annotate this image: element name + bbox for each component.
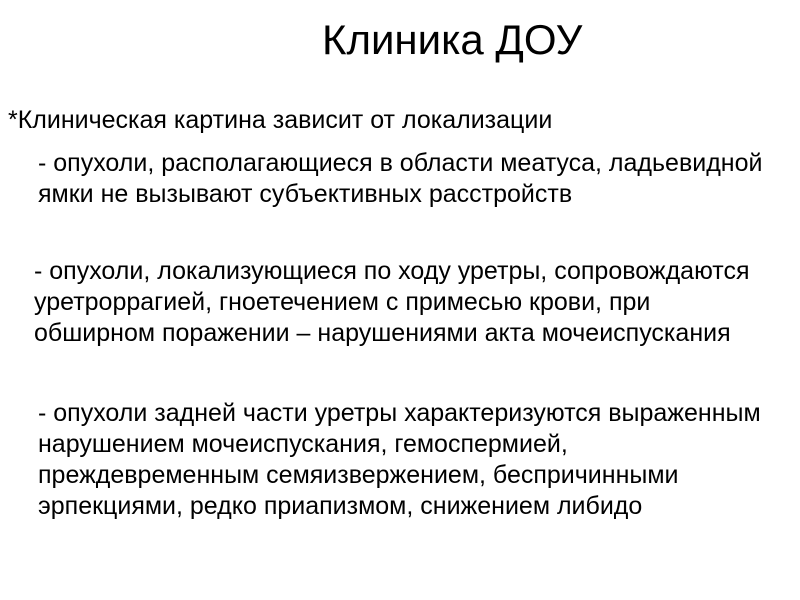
bullet-item-urethra: - опухоли, локализующиеся по ходу уретры, сопровождаются уретроррагией, гноетечением с примесью крови, при обширном поражении – нарушениями акта мочеиспускания	[34, 257, 750, 347]
intro-text: *Клиническая картина зависит от локализации	[8, 106, 553, 134]
bullet-item-meatus: - опухоли, располагающиеся в области меатуса, ладьевидной ямки не вызывают субъективных расстройств	[38, 149, 763, 208]
bullet-item-posterior-urethra: - опухоли задней части уретры характеризуются выраженным нарушением мочеиспускания, гемоспермией, преждевременным семяизвержением, беспричинными эрпекциями, редко приапизмом, снижением либидо	[38, 399, 761, 520]
slide-title: Клиника ДОУ	[322, 16, 583, 63]
